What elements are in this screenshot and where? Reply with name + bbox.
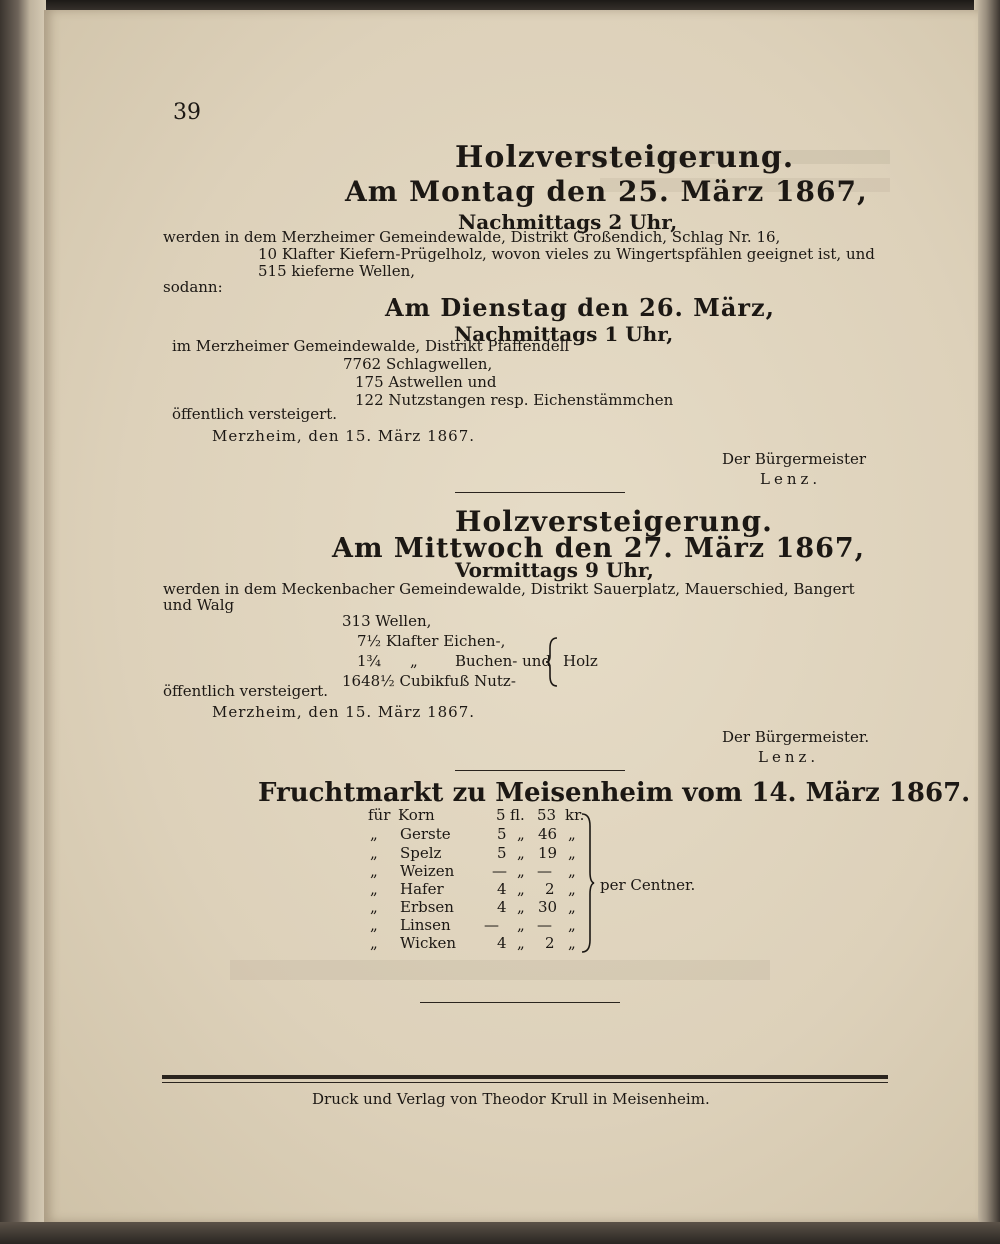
notice2-heading: Holzversteigerung. — [455, 505, 773, 538]
market-fl-unit: „ — [517, 825, 525, 843]
notice1-time-line: Nachmittags 2 Uhr, — [458, 210, 678, 234]
market-unit-note: per Centner. — [600, 876, 696, 894]
market-grain-name: Gerste — [400, 825, 451, 843]
notice1-text: werden in dem Merzheimer Gemeindewalde, Distrikt Großendich, Schlag Nr. 16, — [163, 228, 781, 246]
notice1-place-date: Merzheim, den 15. März 1867. — [212, 427, 476, 445]
market-grain-name: Korn — [398, 806, 435, 824]
separator-rule — [455, 492, 625, 493]
notice2-signer-title: Der Bürgermeister. — [722, 728, 870, 746]
notice1-signer-title: Der Bürgermeister — [722, 450, 867, 468]
market-grain-name: Weizen — [400, 862, 455, 880]
notice2-ditto-mark: „ — [410, 652, 418, 670]
separator-rule — [455, 770, 625, 771]
notice2-brace-label: Holz — [563, 652, 598, 670]
notice1-item: 515 kieferne Wellen, — [258, 262, 416, 280]
footer-rule-thin — [162, 1082, 888, 1083]
market-kr-unit: „ — [568, 862, 576, 880]
market-kr-unit: „ — [568, 916, 576, 934]
market-prefix: für — [368, 806, 391, 824]
market-price-fl: 4 — [497, 898, 507, 916]
notice2-place-date: Merzheim, den 15. März 1867. — [212, 703, 476, 721]
notice1-heading: Holzversteigerung. — [455, 140, 795, 175]
notice1-item: 7762 Schlagwellen, — [343, 355, 493, 373]
market-price-kr: 2 — [545, 880, 555, 898]
market-fl-unit: „ — [517, 880, 525, 898]
notice1-sodann: sodann: — [163, 278, 223, 296]
market-price-fl: 5 — [497, 825, 507, 843]
footer-imprint: Druck und Verlag von Theodor Krull in Meisenheim. — [312, 1090, 710, 1108]
market-price-kr: 46 — [538, 825, 558, 843]
market-price-kr: 19 — [538, 844, 558, 862]
market-price-fl: — — [484, 916, 499, 934]
notice2-item: 7½ Klafter Eichen-, — [357, 632, 506, 650]
notice2-text: und Walg — [163, 596, 235, 614]
market-fl-unit: „ — [517, 844, 525, 862]
market-price-fl: 4 — [497, 880, 507, 898]
market-price-kr: 53 — [537, 806, 557, 824]
market-kr-unit: „ — [568, 825, 576, 843]
page-number: 39 — [173, 100, 201, 125]
market-prefix: „ — [370, 862, 378, 880]
market-price-kr: 30 — [538, 898, 558, 916]
market-kr-unit: „ — [568, 844, 576, 862]
market-prefix: „ — [370, 880, 378, 898]
notice2-closing: öffentlich versteigert. — [163, 682, 329, 700]
notice1-closing: öffentlich versteigert. — [172, 405, 338, 423]
notice2-item: 313 Wellen, — [342, 612, 432, 630]
notice1-item: 10 Klafter Kiefern-Prügelholz, wovon vieles zu Wingertspfählen geeignet ist, und — [258, 245, 875, 263]
market-fl-unit: „ — [517, 934, 525, 952]
market-fl-unit: „ — [517, 898, 525, 916]
market-prefix: „ — [370, 916, 378, 934]
market-grain-name: Erbsen — [400, 898, 454, 916]
notice1-signer-name: Lenz. — [760, 470, 822, 488]
notice2-time-line: Vormittags 9 Uhr, — [455, 558, 654, 582]
notice1-item: 122 Nutzstangen resp. Eichenstämmchen — [355, 391, 674, 409]
notice1-text-2: im Merzheimer Gemeindewalde, Distrikt Pfaffendell — [172, 337, 570, 355]
notice1-date-line-2: Am Dienstag den 26. März, — [385, 293, 776, 322]
notice2-item-qty: 1¾ — [357, 652, 382, 670]
market-fl-unit: „ — [517, 916, 525, 934]
market-kr-unit: „ — [568, 898, 576, 916]
market-grain-name: Wicken — [400, 934, 456, 952]
notice2-text: werden in dem Meckenbacher Gemeindewalde, Distrikt Sauerplatz, Mauerschied, Bangert — [163, 580, 855, 598]
market-price-fl: 5 — [497, 844, 507, 862]
market-grain-name: Linsen — [400, 916, 451, 934]
market-grain-name: Hafer — [400, 880, 444, 898]
market-kr-unit: „ — [568, 934, 576, 952]
market-price-fl: 4 — [497, 934, 507, 952]
notice1-date-line: Am Montag den 25. März 1867, — [345, 175, 868, 208]
notice1-time-line-2: Nachmittags 1 Uhr, — [454, 322, 674, 346]
market-heading: Fruchtmarkt zu Meisenheim vom 14. März 1867. — [258, 778, 971, 808]
market-price-kr: — — [537, 916, 552, 934]
notice1-item: 175 Astwellen und — [355, 373, 497, 391]
notice2-date-line: Am Mittwoch den 27. März 1867, — [332, 533, 866, 564]
market-price-fl: — — [492, 862, 507, 880]
footer-rule-thick — [162, 1075, 888, 1079]
market-kr-unit: kr. — [565, 806, 585, 824]
market-fl-unit: „ — [517, 862, 525, 880]
separator-rule — [420, 1002, 620, 1003]
market-grain-name: Spelz — [400, 844, 442, 862]
market-prefix: „ — [370, 934, 378, 952]
market-prefix: „ — [370, 898, 378, 916]
brace-icon — [580, 812, 596, 954]
notice2-item: 1648½ Cubikfuß Nutz- — [342, 672, 516, 690]
market-prefix: „ — [370, 825, 378, 843]
market-prefix: „ — [370, 844, 378, 862]
market-price-kr: — — [537, 862, 552, 880]
notice2-item-wood: Buchen- und — [455, 652, 552, 670]
market-price-fl: 5 — [496, 806, 506, 824]
market-fl-unit: fl. — [510, 806, 525, 824]
market-price-kr: 2 — [545, 934, 555, 952]
notice2-signer-name: Lenz. — [758, 748, 820, 766]
brace-icon — [545, 636, 561, 688]
market-kr-unit: „ — [568, 880, 576, 898]
